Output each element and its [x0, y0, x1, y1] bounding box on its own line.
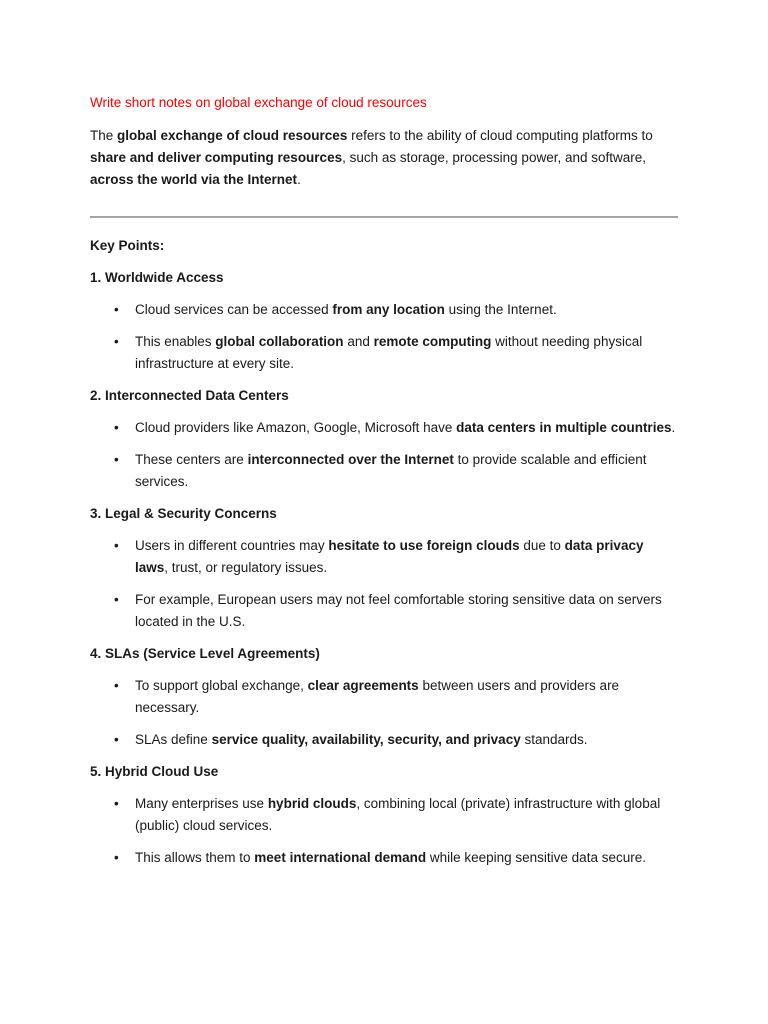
section-title: 5. Hybrid Cloud Use — [90, 764, 219, 779]
sections-container — [90, 267, 678, 869]
text-run: This allows them to — [135, 850, 255, 865]
bullet-list — [90, 675, 678, 751]
list-item — [90, 449, 678, 493]
bold-text: meet international demand — [254, 850, 427, 865]
bold-text: share and deliver computing resources — [90, 150, 343, 165]
section-title: 1. Worldwide Access — [90, 270, 224, 285]
text-run: , trust, or regulatory issues. — [164, 560, 328, 575]
bold-text: interconnected over the Internet — [247, 452, 454, 467]
bold-text: remote computing — [373, 334, 492, 349]
list-item — [90, 299, 678, 321]
text-run: , such as storage, processing power, and software, — [342, 150, 647, 165]
list-item — [90, 417, 678, 439]
bold-text: clear agreements — [307, 678, 419, 693]
list-item — [90, 589, 678, 633]
bullet-icon: • — [114, 732, 119, 747]
list-item — [90, 729, 678, 751]
text-run: standards. — [520, 732, 588, 747]
intro-paragraph — [90, 125, 678, 191]
bold-text: service quality, availability, security, and privacy — [211, 732, 521, 747]
text-run: To support global exchange, — [135, 678, 308, 693]
text-run: Cloud services can be accessed — [135, 302, 333, 317]
bullet-list — [90, 417, 678, 493]
text-run: while keeping sensitive data secure. — [426, 850, 646, 865]
section-title: 4. SLAs (Service Level Agreements) — [90, 646, 320, 661]
bullet-icon: • — [114, 850, 119, 865]
bold-text: hybrid clouds — [267, 796, 357, 811]
list-item — [90, 535, 678, 579]
text-run: without needing physical infrastructure at every site. — [135, 334, 643, 371]
bullet-icon: • — [114, 302, 119, 317]
section-title: 2. Interconnected Data Centers — [90, 388, 289, 403]
text-run: refers to the ability of cloud computing platforms to — [347, 128, 653, 143]
bullet-list — [90, 535, 678, 633]
text-run: between users and providers are necessary. — [135, 678, 620, 715]
list-item — [90, 331, 678, 375]
text-run: to provide scalable and efficient services. — [135, 452, 647, 489]
bold-text: across the world via the Internet — [90, 172, 298, 187]
section-divider — [90, 216, 678, 218]
text-run: Many enterprises use — [135, 796, 268, 811]
key-points-heading: Key Points: — [90, 238, 165, 253]
list-item — [90, 847, 678, 869]
bold-text: global exchange of cloud resources — [117, 128, 348, 143]
bullet-icon: • — [114, 796, 119, 811]
text-run: Cloud providers like Amazon, Google, Microsoft have — [135, 420, 457, 435]
text-run: For example, European users may not feel comfortable storing sensitive data on servers located in the U.S. — [135, 592, 662, 629]
text-run: SLAs define — [135, 732, 212, 747]
text-run: . — [297, 172, 301, 187]
list-item — [90, 793, 678, 837]
bold-text: global collaboration — [215, 334, 344, 349]
bold-text: data privacy laws — [135, 538, 644, 575]
bold-text: hesitate to use foreign clouds — [328, 538, 520, 553]
text-run: Users in different countries may — [135, 538, 329, 553]
text-run: The — [90, 128, 118, 143]
bold-text: from any location — [332, 302, 445, 317]
bullet-icon: • — [114, 334, 119, 349]
bullet-icon: • — [114, 592, 119, 607]
bullet-list — [90, 299, 678, 375]
bullet-icon: • — [114, 538, 119, 553]
bullet-list — [90, 793, 678, 869]
text-run: due to — [519, 538, 565, 553]
text-run: using the Internet. — [444, 302, 557, 317]
list-item — [90, 675, 678, 719]
bullet-icon: • — [114, 420, 119, 435]
bold-text: data centers in multiple countries — [456, 420, 672, 435]
text-run: , combining local (private) infrastructure with global (public) cloud services. — [135, 796, 661, 833]
text-run: and — [343, 334, 374, 349]
text-run: This enables — [135, 334, 216, 349]
question-heading: Write short notes on global exchange of cloud resources — [90, 95, 427, 110]
bullet-icon: • — [114, 452, 119, 467]
bullet-icon: • — [114, 678, 119, 693]
text-run: . — [671, 420, 676, 435]
section-title: 3. Legal & Security Concerns — [90, 506, 277, 521]
text-run: These centers are — [135, 452, 248, 467]
